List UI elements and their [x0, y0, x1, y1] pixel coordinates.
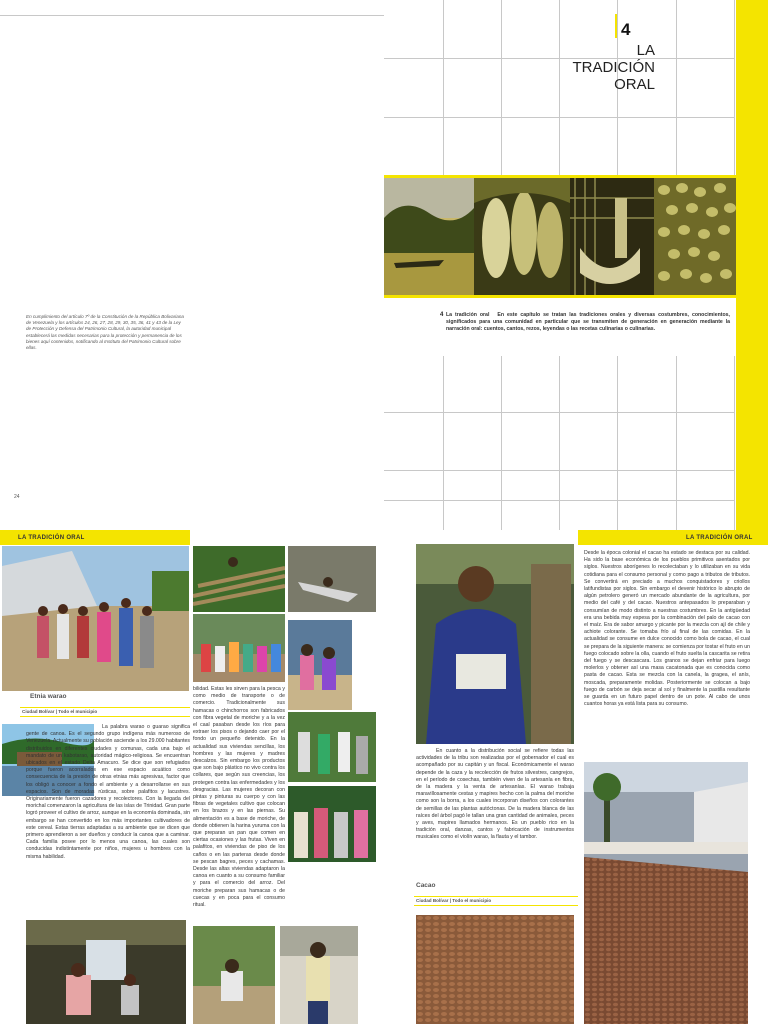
running-header-right: LA TRADICIÓN ORAL: [686, 535, 753, 541]
photo-village-men: [288, 712, 376, 782]
photo-women-group: [288, 786, 376, 862]
chapter-title: LA TRADICIÓN ORAL: [572, 42, 655, 93]
section-marker: 4: [440, 312, 444, 318]
chapter-number: 4: [621, 20, 631, 39]
col2-text: bilidad. Estas les sirven para la pesca y como medio de transporte o de comercio. Tradicionalmente sus hamacas o chinchorros son fabricados con fibra vegetal de moriche y a la vez el caal pasaban desde los ríos para extraer los pisos o dejando caer por el fondo un pequeño detenido. En la actualidad sus viviendas sencillas, los hombres y las mujeres y madres descalzos. Sin embargo los productos que son bajo plástico no vivo contra los collares, que según sus creencias, los protegen contra las enfermedades y los desgracias. Las mujeres decoran con pintas y pinturas su cuerpo y con las fibras de vegetales cultivo que colocan en los brazos y en las piernas. Su alimentación es a base de moriche, de donde obtienen la harina yuruma con la que preparan un pan que comen en ciertas ocasiones y las frutas. Viven en palafitos, en viviendas de piso de los caños o en las parteras desde donde se pescan bagres, peces y cachamas. Desde las altas viviendas adaptaron la canoa en cuanto a su consumo familiar y para el comercio del arroz. Del moriche preparan sus hamacas o de cuecas y en poca para el consumo ritual.: [193, 686, 285, 909]
photo-warao-family-group: [2, 546, 189, 691]
intro-block: La tradición oral En este capítulo se tratan las tradiciones orales y diversas costumbres, conocimientos, significados para una comunidad en particular que se transmiten de generación en generación mediante la narración oral: cuentos, cantos, rezos, leyendas o las recetas culinarias o culinarias.: [446, 312, 730, 333]
caption-location: Ciudad Bolívar | Todo el municipio: [22, 709, 98, 714]
photo-children-group: [193, 614, 285, 682]
photo-cacao-beans: [654, 178, 736, 295]
caption-title: Etnia warao: [30, 693, 67, 700]
photo-cacao-drying-closeup: [416, 915, 574, 1024]
photo-women-seated: [288, 620, 352, 710]
yellow-edge-band: [736, 0, 768, 530]
photo-hammock-weaver: [570, 178, 654, 295]
col-caption-text: En cuanto a la distribución social se refiere todas las actividades de la tribu son realizadas por el gobernador el cual es acompañado por su capitán y un fiscal. Económicamente el warao depende de la caza y la recolección de frutos silvestres, cangrejos, en el período de cosechas, también viven de la artesanía en fibra, de la madera y la venta de artesanías. El warao trabaja maravillosamente cestas y mapires hecho con la palma del moriche como son la borra, a los cuales incorporan diseños con colorantes de semillas de las plantas autóctonas. De la madera blanca de las raíces del árbol pagó le tallan una gran cantidad de animales, peces y aves, mapires llamados hermanos. Es un pueblo rico en la tradición oral, danzas, cantos y fabricación de instrumentos musicales como el violín warao, la flauta y el tambor.: [416, 748, 574, 841]
top-left-page: [0, 0, 384, 530]
photo-river-palms: [384, 178, 474, 295]
bottom-right-page: [384, 530, 768, 1024]
photo-hut-interior: [26, 920, 186, 1024]
cacao-location: Ciudad Bolívar | Todo el municipio: [416, 898, 492, 903]
top-right-page: [384, 0, 768, 530]
photo-man-weaving: [416, 544, 574, 744]
photo-canoe-building: [193, 546, 285, 612]
photo-moriche-fruits: [474, 178, 570, 295]
col1-text: La palabra warao o guarao significa gente de canoa. Es el segundo grupo indígena más numeroso de Venezuela. Actualmente su población asciende a los 29.000 habitantes distribuidos en diferentes ciudades y comunas, cada una bajo el mandato de un kabotarao, autoridad mágico-religiosa. Se encuentran ubicados en el estado Delta Amacuro. Se dice que son refugiados porque fueron acorralados en ese espacio acuático como consecuencia de la presión de otras etnias más agresivas, factor que los obligó a conocer a fondo el ambiente y a desarrollarse en sus espacios. Son de moradas rústicas, sobre palafitos y lacustres. Originariamente fueron cazadores y recolectores. Con la llegada del morichal comenzaron la agricultura de las islas de Trinidad. Gran parte logró proveer el cultivo de arroz, aunque en la economía dominada, sin embargo se han convertido en los más importantes cultivadores de este cereal. Estas tierras adaptadas a su ambiente que se dicen que primero aprendieron a ser dueños y conducir la canoa que a caminar. Cada familia posee por lo menos una canoa, las cuales son conducidas indistintamente por niños, mujeres u hombres con la misma habilidad.: [26, 724, 190, 860]
cacao-title: Cacao: [416, 882, 436, 889]
photo-cacao-drying-yard: [584, 762, 748, 1024]
photo-man-crouching: [193, 926, 275, 1024]
photo-man-standing: [280, 926, 358, 1024]
photo-canoe-river: [288, 546, 376, 612]
sidebar-note: En cumplimiento del artículo 7º de la Constitución de la República Bolivariana de Venezuela y los artículos 24, 26, 27, 28, 29, 30, 35, 36, 41 y 43 de la Ley de Protección y Defensa del Patrimonio Cultural, la autoridad municipal establecerá las medidas necesarias para la protección y permanencia de los bienes aquí contenidos, notificando al Instituto del Patrimonio Cultural sobre ellas.: [26, 314, 184, 351]
running-header: LA TRADICIÓN ORAL: [18, 535, 85, 541]
bottom-left-page: [0, 530, 384, 1024]
col-right-text: Desde la época colonial el cacao ha estado se destaca por su calidad. Ha sido la base económica de los pueblos primitivos asentados por siglos. Nuestros aborígenes lo recolectaban y lo utilizaban en su vida cotidiana para el consumo personal y como pago a tributos de tributos. Se convertirá en preciado a muchos conquistadores y criollos latifundistas por siglos. Sin embargo el devenir histórico lo abrupto de algún petrolero generó un mercado abundante de la agricultura, por medio del café y del cacao. Nuestros antepasados lo preparaban y consumían de modo distinto a nuestras costumbres. En la antigüedad era una bebida muy espesa por la combinación del palo de cacao con el maíz. Era de sabor amargo y picante por la mezcla con ají de chile y achiote colorante. Se tomaba frío al final de las comidas. En la actualidad se consume en dulce conocido como bola de cacao, el cual se prepara de la siguiente manera: se comienza por tostar el fruto en un fuego colocado sobre la olla, cuando el fruto suelta la cascarita se retira del fuego y se descascara. Los granos se dejan enfriar para luego molerlos y obtener así una masa cacatonada que es conocida como pasta de cacao. Esta se mezcla con la canela, la gragea, el anís, moscada, preparamente molidas. Posteriormente se colocan a bajo fuego de carbón se deja secar al sol y finalmente la pastilla resultante se guarda en un futuro papel dentro de un pote. Al cabo de unos cuantos horas ya está lista para su consumo.: [584, 550, 750, 708]
page-number: 24: [14, 494, 20, 500]
